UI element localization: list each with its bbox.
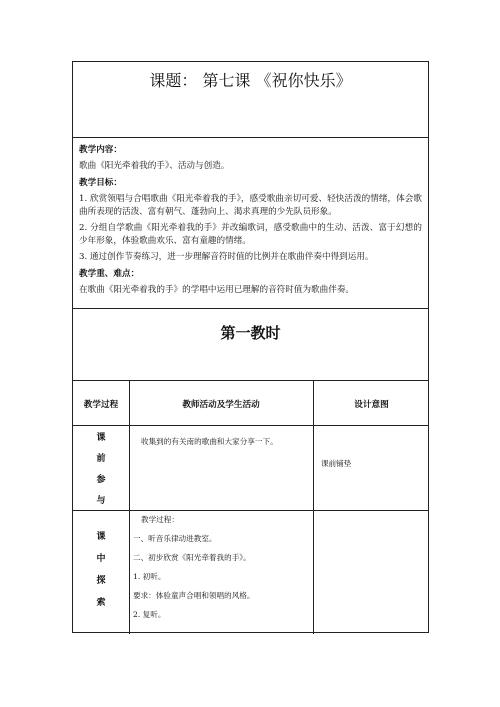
activity-line: 教学过程： <box>141 515 179 524</box>
activity-in-class <box>133 510 311 624</box>
activity-before-class: 收集到的有关南的歌曲和大家分享一下。 <box>141 437 278 446</box>
stage-char: 索 <box>96 598 106 608</box>
section-paragraph: 3. 通过创作节奏练习，进一步理解音符时值的比例并在歌曲伴奏中得到运用。 <box>79 252 374 262</box>
stage-before-class <box>73 428 129 512</box>
divider <box>73 425 428 426</box>
stage-char: 探 <box>96 576 106 586</box>
lesson-title: 第一教时 <box>220 324 281 342</box>
stage-char: 前 <box>96 454 106 464</box>
stage-char: 课 <box>96 433 106 443</box>
title-text: 第七课 《祝你快乐》 <box>202 71 352 90</box>
section-paragraph: 1. 欣赏领唱与合唱歌曲《阳光牵着我的手》，感受歌曲亲切可爱、轻快活泼的情绪，体会歌曲所表现的活泼、富有朝气、蓬勃向上、渴求真理的少先队员形象。 <box>79 194 422 217</box>
header-design: 设计意图 <box>354 400 389 410</box>
divider <box>73 380 428 381</box>
title-label: 课题： <box>149 71 198 90</box>
content-block <box>79 140 422 300</box>
stage-in-class <box>73 526 129 614</box>
title-row <box>73 68 428 91</box>
section-paragraph: 歌曲《阳光牵着我的手》、活动与创造。 <box>79 161 230 171</box>
activity-line: 二、初步欣赏《阳光牵着我的手》。 <box>133 553 251 562</box>
activity-line: 2. 复听。 <box>133 610 166 619</box>
column-divider <box>313 380 314 634</box>
divider <box>73 137 428 138</box>
column-divider <box>129 380 130 634</box>
lesson-plan-table <box>72 61 429 633</box>
stage-char: 中 <box>96 554 106 564</box>
stage-char: 参 <box>96 475 106 485</box>
activity-line: 一、听音乐律动进教室。 <box>133 534 217 543</box>
design-before-class: 课前铺垫 <box>321 459 352 468</box>
section-heading-content: 教学内容： <box>79 145 122 155</box>
activity-line: 要求：体验童声合唱和领唱的风格。 <box>133 591 255 600</box>
section-paragraph: 在歌曲《阳光牵着我的手》的学唱中运用已理解的音符时值为歌曲伴奏。 <box>79 285 355 295</box>
stage-char: 与 <box>96 496 106 506</box>
section-heading-keypoints: 教学重、难点： <box>79 269 140 279</box>
stage-char: 课 <box>96 532 106 542</box>
header-process: 教学过程 <box>83 400 119 410</box>
activity-line: 1. 初听。 <box>133 572 166 581</box>
divider <box>73 308 428 309</box>
section-paragraph: 2. 分组自学歌曲《阳光牵着我的手》并改编歌词，感受歌曲中的生动、活泼、富于幻想的少年形象，体验歌曲欢乐、富有童趣的情绪。 <box>79 223 422 246</box>
section-heading-goals: 教学目标： <box>79 178 122 188</box>
header-activities: 教师活动及学生活动 <box>182 400 260 410</box>
